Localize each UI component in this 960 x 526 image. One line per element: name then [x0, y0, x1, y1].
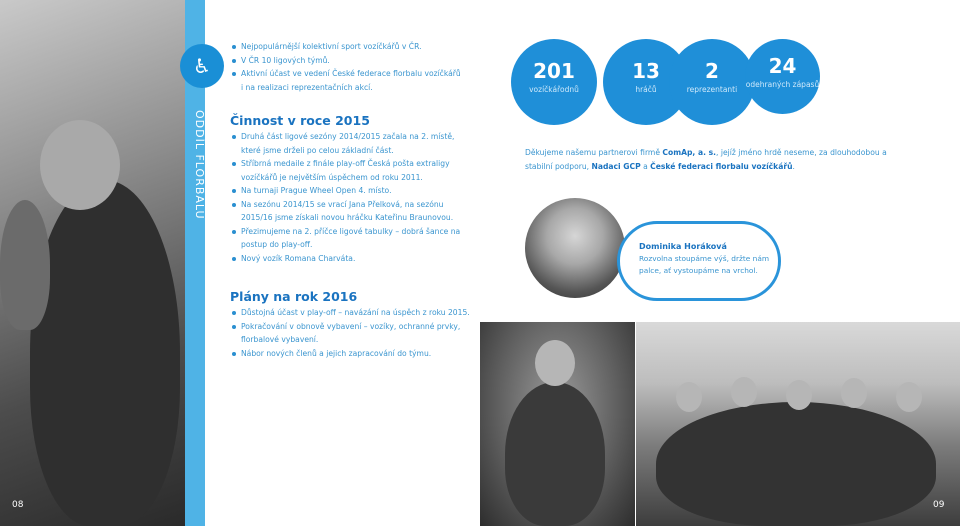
list-item-continuation: 2015/16 jsme získali novou hráčku Kateřinu Braunovou. — [241, 213, 454, 222]
list-item: Přezimujeme na 2. příčce ligové tabulky – dobrá šance na — [232, 225, 472, 239]
player-head-shape — [40, 120, 120, 210]
list-item: V ČR 10 ligových týmů. — [232, 54, 472, 68]
partner-name: ComAp, a. s. — [662, 148, 717, 157]
list-item: Nový vozík Romana Charváta. — [232, 252, 472, 266]
plans-heading: Plány na rok 2016 — [230, 289, 358, 304]
team-member-head-shape — [676, 382, 702, 412]
list-item: Stříbrná medaile z finále play-off Česká pošta extraligy — [232, 157, 472, 171]
plans-list — [232, 306, 472, 360]
stat-circle-representatives — [669, 39, 755, 125]
list-item-continuation: vozíčkářů je největším úspěchem od roku 2011. — [241, 172, 423, 182]
stat-label: reprezentanti — [686, 85, 738, 94]
team-member-head-shape — [731, 377, 757, 407]
list-item: Aktivní účast ve vedení České federace florbalu vozíčkářů — [232, 67, 472, 81]
list-item: Důstojná účast v play-off – navázání na úspěch z roku 2015. — [232, 306, 472, 320]
activity-list — [232, 130, 472, 265]
activity-heading: Činnost v roce 2015 — [230, 113, 370, 128]
floorball-wheelchair-icon: ♿ — [180, 44, 224, 88]
sponsor-name: Nadaci GCP — [591, 161, 641, 171]
team-member-head-shape — [786, 380, 812, 410]
hero-photo-floorball-player — [0, 0, 185, 526]
player-head-shape — [535, 340, 575, 386]
page-number: 08 — [12, 500, 24, 510]
list-item: Nábor nových členů a jejich zapracování do týmu. — [232, 347, 472, 361]
player-figure-shape — [505, 382, 605, 526]
list-item: Druhá část ligové sezóny 2014/2015 začala na 2. místě, — [232, 130, 472, 144]
list-item: Na turnaji Prague Wheel Open 4. místo. — [232, 184, 472, 198]
thanks-text: a — [640, 161, 651, 171]
thanks-text: Děkujeme našemu partnerovi firmě — [525, 148, 663, 157]
stat-value: 13 — [632, 59, 660, 83]
thanks-text: . — [792, 161, 795, 171]
list-item-continuation: postup do play-off. — [241, 240, 313, 249]
section-vertical-title: ODDÍL FLORBALU — [193, 110, 206, 220]
player-body-shape — [30, 180, 180, 526]
list-item-continuation: které jsme drželi po celou základní část. — [241, 145, 394, 155]
stat-label: odehraných zápasů — [745, 80, 820, 89]
stat-value: 2 — [705, 59, 719, 83]
team-photo — [636, 322, 960, 526]
portrait-photo — [525, 198, 625, 298]
list-item: Nejpopulárnější kolektivní sport vozíčkářů v ČR. — [232, 40, 472, 54]
stat-circle-player-days — [511, 39, 597, 125]
stat-value: 201 — [533, 59, 575, 83]
background-player-shape — [0, 200, 50, 330]
quote-text: Rozvolna stoupáme výš, držte nám palce, ať vystoupáme na vrchol. — [639, 254, 770, 275]
stat-label: hráčů — [635, 85, 657, 94]
quote-author: Dominika Horáková — [639, 242, 727, 251]
team-group-shape — [656, 402, 936, 526]
list-item-continuation: i na realizaci reprezentačních akcí. — [241, 82, 373, 92]
stat-circle-matches — [745, 39, 820, 114]
player-with-trophy-photo — [480, 322, 635, 526]
page-number: 09 — [933, 500, 945, 510]
list-item: Pokračování v obnově vybavení – vozíky, ochranné prvky, — [232, 320, 472, 334]
list-item: Na sezónu 2014/15 se vrací Jana Přelková, na sezónu — [232, 198, 472, 212]
team-member-head-shape — [841, 378, 867, 408]
federation-name: České federaci florbalu vozíčkářů — [650, 161, 793, 171]
list-item-continuation: florbalové vybavení. — [241, 335, 319, 344]
thanks-paragraph — [525, 146, 895, 173]
team-member-head-shape — [896, 382, 922, 412]
stat-label: vozíčkářodnů — [529, 85, 579, 94]
stat-value: 24 — [768, 54, 797, 78]
thanks-text: , jejíž jméno hrdě neseme, za dlouhodobou a stabilní podporu, — [525, 148, 887, 171]
intro-list — [232, 40, 472, 94]
